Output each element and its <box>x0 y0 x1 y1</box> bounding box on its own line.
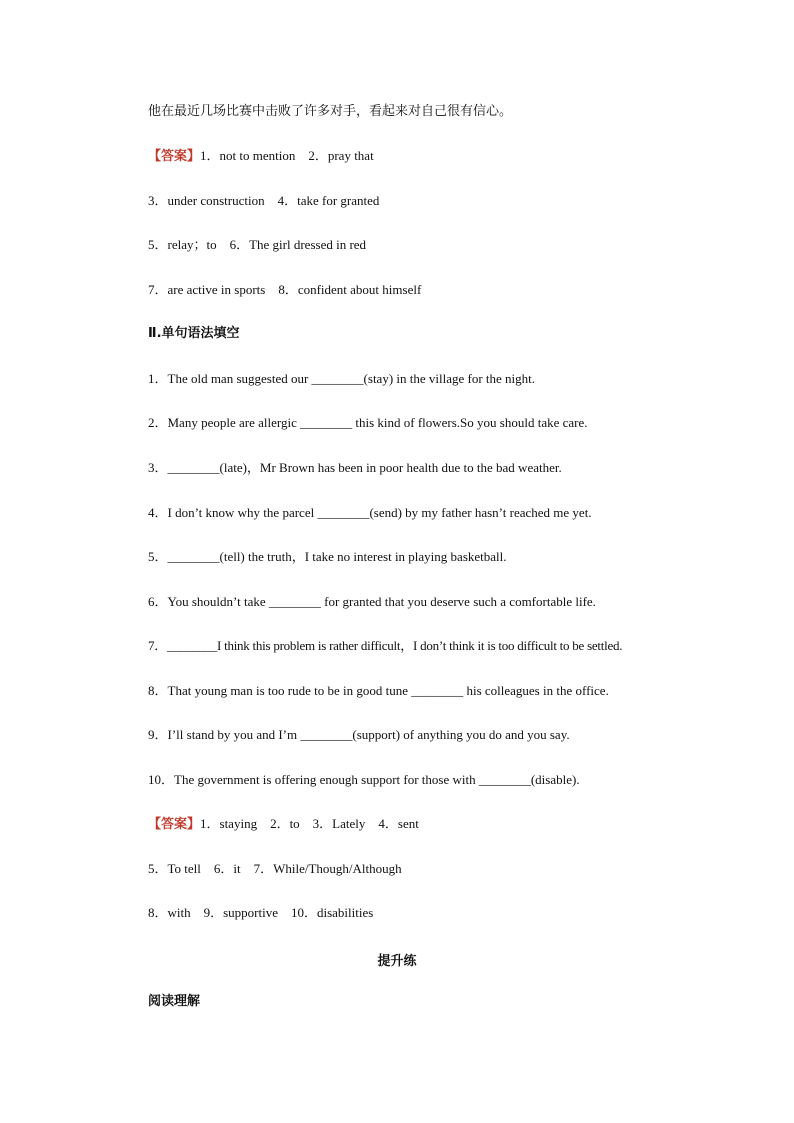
answer-tag: 【答案】 <box>148 817 201 832</box>
intro-sentence: 他在最近几场比赛中击败了许多对手，看起来对自己很有信心。 <box>148 104 513 119</box>
question-2: 2．Many people are allergic ________ this kind of flowers.So you should take care. <box>148 415 588 430</box>
answer2-line-1 <box>148 816 419 833</box>
answer2-line-2: 5．To tell 6．it 7．While/Though/Although <box>148 861 402 876</box>
section-title-advanced: 提升练 <box>377 954 417 969</box>
question-4: 4．I don’t know why the parcel ________(send) by my father hasn’t reached me yet. <box>148 505 592 520</box>
section-title-grammar: Ⅱ.单句语法填空 <box>148 326 240 341</box>
question-10: 10．The government is offering enough support for those with ________(disable). <box>148 772 580 787</box>
question-7: 7．________I think this problem is rather difficult，I don’t think it is too difficult to be settled. <box>148 638 623 653</box>
answer2-line-3: 8．with 9．supportive 10．disabilities <box>148 905 374 920</box>
answer-line-4: 7．are active in sports 8．confident about himself <box>148 282 422 297</box>
question-8: 8．That young man is too rude to be in good tune ________ his colleagues in the office. <box>148 683 609 698</box>
section-title-reading: 阅读理解 <box>148 994 201 1009</box>
answer-text: 1．not to mention 2．pray that <box>200 148 374 163</box>
answer-line-2: 3．under construction 4．take for granted <box>148 193 380 208</box>
answer-line-3: 5．relay；to 6．The girl dressed in red <box>148 237 367 252</box>
question-9: 9．I’ll stand by you and I’m ________(support) of anything you do and you say. <box>148 727 570 742</box>
answer-tag: 【答案】 <box>148 149 201 164</box>
question-3: 3．________(late)，Mr Brown has been in poor health due to the bad weather. <box>148 460 562 475</box>
question-6: 6．You shouldn’t take ________ for granted that you deserve such a comfortable life. <box>148 594 596 609</box>
question-5: 5．________(tell) the truth，I take no interest in playing basketball. <box>148 549 507 564</box>
answer-line-1 <box>148 148 374 165</box>
answer-text: 1．staying 2．to 3．Lately 4．sent <box>200 816 419 831</box>
question-1: 1．The old man suggested our ________(stay) in the village for the night. <box>148 371 536 386</box>
